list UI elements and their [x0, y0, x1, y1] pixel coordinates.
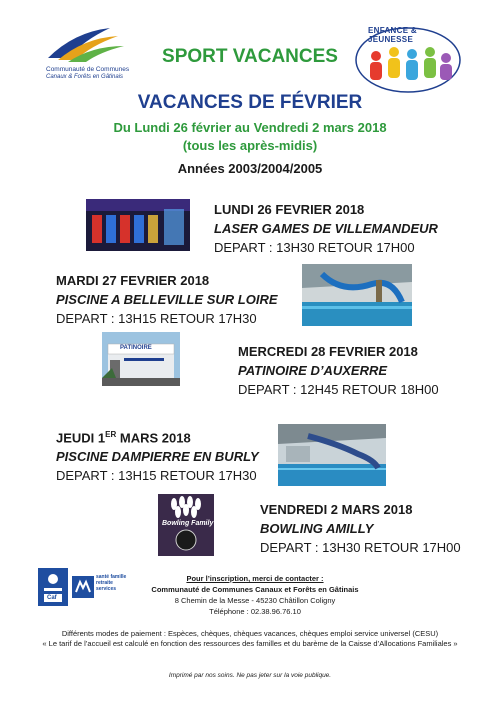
event-place: BOWLING AMILLY	[260, 521, 374, 536]
event-place: PISCINE A BELLEVILLE SUR LOIRE	[56, 292, 278, 307]
partner-logo-text: ENFANCE & JEUNESSE	[368, 26, 417, 44]
contact-phone: Téléphone : 02.38.96.76.10	[209, 607, 301, 616]
partner-logos	[38, 568, 128, 608]
caf-text: Caf	[47, 595, 57, 601]
page-subtitle: VACANCES DE FÉVRIER	[137, 92, 363, 113]
event-day: MERCREDI 28 FEVRIER 2018	[238, 344, 418, 359]
event-day-suffix: MARS 2018	[116, 430, 191, 446]
event-day: LUNDI 26 FEVRIER 2018	[214, 202, 365, 217]
afternoons-note: (tous les après-midis)	[182, 138, 318, 153]
pool-dampierre-photo	[278, 424, 386, 486]
msa-logo-icon	[72, 576, 94, 598]
eligible-years: Années 2003/2004/2005	[177, 161, 323, 176]
contact-heading: Pour l’inscription, merci de contacter :	[186, 574, 324, 583]
pricing-note: « Le tarif de l’accueil est calculé en fonction des ressources des familles et du barème de la Caisse d’Allocations Familiales »	[42, 639, 458, 648]
contact-address: 8 Chemin de la Messe - 45230 Châtillon Coligny	[174, 596, 336, 605]
enfance-jeunesse-logo	[352, 22, 464, 94]
org-logo-swoosh-icon	[44, 24, 130, 66]
pool-belleville-photo	[302, 264, 412, 326]
event-place: LASER GAMES DE VILLEMANDEUR	[214, 221, 438, 236]
event-schedule: DEPART : 13H15 RETOUR 17H30	[56, 311, 257, 326]
event-place: PATINOIRE D’AUXERRE	[238, 363, 388, 378]
event-day-sup: ER	[105, 430, 117, 439]
event-day	[56, 430, 191, 445]
page-title: SPORT VACANCES	[162, 46, 338, 67]
event-place: PISCINE DAMPIERRE EN BURLY	[56, 449, 259, 464]
bowling-photo	[158, 494, 214, 556]
laser-game-photo	[86, 199, 190, 251]
contact-org: Communauté de Communes Canaux et Forêts en Gâtinais	[151, 585, 359, 594]
event-day-prefix: JEUDI 1	[56, 430, 106, 446]
event-day: MARDI 27 FEVRIER 2018	[56, 273, 210, 288]
print-note: Imprimé par nos soins. Ne pas jeter sur la voie publique.	[168, 672, 332, 679]
date-range: Du Lundi 26 février au Vendredi 2 mars 2018	[113, 120, 387, 135]
org-logo-line1: Communauté de Communes	[46, 66, 130, 73]
event-schedule: DEPART : 13H30 RETOUR 17H00	[214, 240, 415, 255]
event-schedule: DEPART : 12H45 RETOUR 18H00	[238, 382, 439, 397]
event-schedule: DEPART : 13H15 RETOUR 17H30	[56, 468, 257, 483]
org-logo	[44, 24, 130, 88]
payment-methods: Différents modes de paiement : Espèces, chèques, chèques vacances, chèques emploi service universel (CESU)	[61, 629, 439, 638]
event-day: VENDREDI 2 MARS 2018	[260, 502, 413, 517]
bowling-sign: Bowling Family	[162, 520, 214, 527]
event-schedule: DEPART : 13H30 RETOUR 17H00	[260, 540, 461, 555]
org-logo-line2: Canaux & Forêts en Gâtinais	[46, 74, 124, 80]
rink-sign: PATINOIRE	[120, 345, 152, 351]
msa-text: santé famille retraite services	[96, 574, 127, 592]
ice-rink-photo	[102, 332, 180, 386]
